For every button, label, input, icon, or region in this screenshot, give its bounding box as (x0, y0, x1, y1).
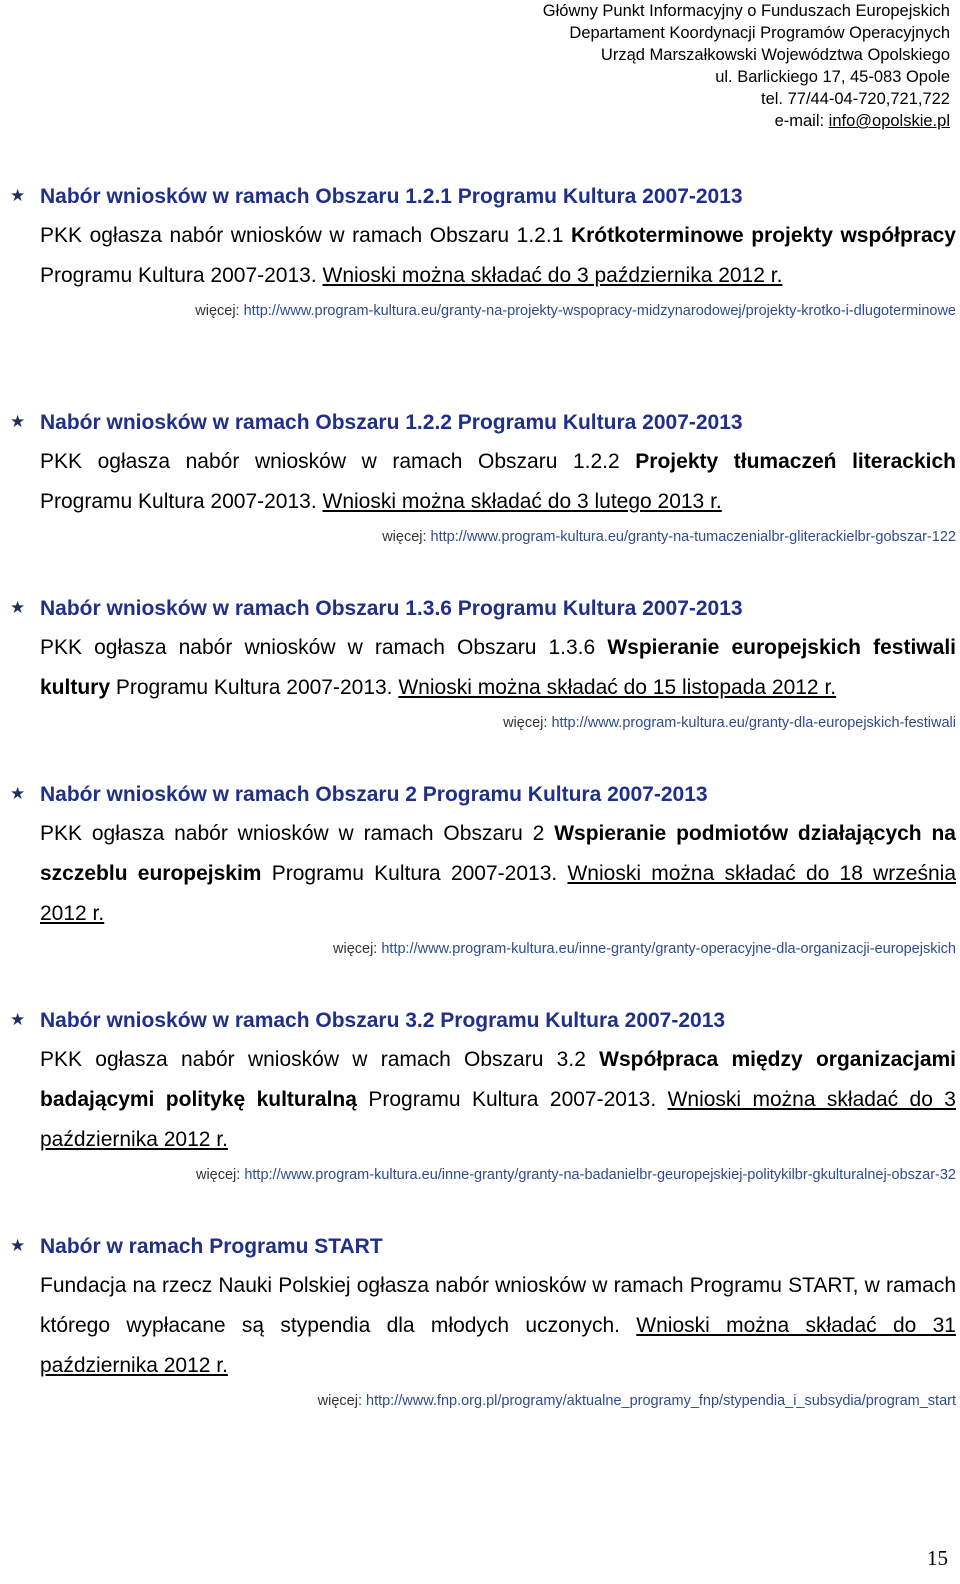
more-url-link[interactable]: http://www.program-kultura.eu/inne-granty/granty-operacyjne-dla-organizacji-europejskich (381, 941, 956, 957)
section-obszar-2 (10, 782, 956, 960)
more-info-row (10, 1164, 956, 1186)
description-rest: Programu Kultura 2007-2013. (110, 676, 399, 699)
section-title: Nabór w ramach Programu START (40, 1235, 383, 1258)
more-info-row (10, 526, 956, 548)
section-title: Nabór wniosków w ramach Obszaru 3.2 Programu Kultura 2007-2013 (40, 1009, 726, 1032)
star-bullet-icon: ★ (10, 784, 26, 804)
header-phone: tel. 77/44-04-720,721,722 (761, 90, 950, 108)
header-line-2: Departament Koordynacji Programów Operacyjnych (569, 24, 950, 42)
description-bold: Projekty tłumaczeń literackich (635, 450, 956, 473)
description-intro: Fundacja na rzecz Nauki Polskiej ogłasza nabór wniosków w ramach Programu START, w ramach którego wypłacane są stypendia dla młodych uczonych. (40, 1274, 956, 1337)
description-intro: PKK ogłasza nabór wniosków w ramach Obszaru 1.3.6 (40, 636, 608, 659)
description-rest: Programu Kultura 2007-2013. (40, 490, 323, 513)
description-rest: Programu Kultura 2007-2013. (356, 1088, 668, 1111)
deadline-link[interactable]: Wnioski można składać do 15 listopada 2012 r. (398, 676, 837, 699)
section-obszar-122 (10, 410, 956, 548)
page-number: 15 (927, 1546, 948, 1570)
description-bold: Wspieranie europejskich festiwali kultury (40, 636, 956, 699)
star-bullet-icon: ★ (10, 186, 26, 206)
description-intro: PKK ogłasza nabór wniosków w ramach Obszaru 1.2.1 (40, 224, 571, 247)
deadline-link[interactable]: Wnioski można składać do 3 października 2012 r. (40, 1088, 956, 1151)
section-obszar-121 (10, 184, 956, 322)
more-url-link[interactable]: http://www.program-kultura.eu/granty-na-projekty-wspopracy-midzynarodowej/projekty-krotko-i-dlugoterminowe (243, 303, 956, 319)
section-program-start (10, 1234, 956, 1412)
more-url-link[interactable]: http://www.program-kultura.eu/inne-granty/granty-na-badanielbr-geuropejskiej-politykilbr-gkulturalnej-obszar-32 (244, 1167, 956, 1183)
section-title: Nabór wniosków w ramach Obszaru 1.2.1 Programu Kultura 2007-2013 (40, 185, 743, 208)
header-address: ul. Barlickiego 17, 45-083 Opole (715, 68, 950, 86)
more-info-row (10, 1390, 956, 1412)
more-info-row (10, 300, 956, 322)
description-rest: Programu Kultura 2007-2013. (261, 862, 568, 885)
description-intro: PKK ogłasza nabór wniosków w ramach Obszaru 2 (40, 822, 555, 845)
more-label: więcej: (382, 529, 431, 545)
description-bold: Wspieranie podmiotów działających na szczeblu europejskim (40, 822, 956, 885)
more-label: więcej: (333, 941, 382, 957)
more-label: więcej: (195, 303, 244, 319)
description-bold: Krótkoterminowe projekty współpracy (570, 224, 956, 247)
section-title: Nabór wniosków w ramach Obszaru 1.2.2 Programu Kultura 2007-2013 (40, 411, 743, 434)
more-label: więcej: (195, 1167, 245, 1183)
section-description (40, 628, 956, 708)
deadline-link[interactable]: Wnioski można składać do 31 października 2012 r. (40, 1314, 956, 1377)
section-description (40, 814, 956, 934)
deadline-link[interactable]: Wnioski można składać do 18 września 2012 r. (40, 862, 957, 925)
more-label: więcej: (503, 715, 552, 731)
header-line-1: Główny Punkt Informacyjny o Funduszach Europejskich (542, 2, 950, 20)
section-title: Nabór wniosków w ramach Obszaru 2 Programu Kultura 2007-2013 (40, 783, 708, 806)
description-bold: Współpraca między organizacjami badającymi politykę kulturalną (40, 1048, 957, 1111)
star-bullet-icon: ★ (10, 1236, 26, 1256)
header-email-row (330, 110, 950, 132)
more-info-row (10, 712, 956, 734)
more-label: więcej: (317, 1393, 367, 1409)
section-title: Nabór wniosków w ramach Obszaru 1.3.6 Programu Kultura 2007-2013 (40, 597, 743, 620)
deadline-link[interactable]: Wnioski można składać do 3 października 2012 r. (322, 264, 783, 287)
description-rest: Programu Kultura 2007-2013. (40, 264, 323, 287)
section-description (40, 442, 956, 522)
section-description (40, 1266, 956, 1386)
email-label: e-mail: (774, 112, 829, 130)
header-line-3: Urząd Marszałkowski Województwa Opolskiego (600, 46, 950, 64)
more-url-link[interactable]: http://www.program-kultura.eu/granty-dla-europejskich-festiwali (551, 715, 956, 731)
star-bullet-icon: ★ (10, 412, 26, 432)
description-intro: PKK ogłasza nabór wniosków w ramach Obszaru 1.2.2 (40, 450, 636, 473)
email-link[interactable]: info@opolskie.pl (828, 112, 950, 130)
section-obszar-136 (10, 596, 956, 734)
more-url-link[interactable]: http://www.program-kultura.eu/granty-na-tumaczenialbr-gliterackielbr-gobszar-122 (430, 529, 956, 545)
star-bullet-icon: ★ (10, 1010, 26, 1030)
more-url-link[interactable]: http://www.fnp.org.pl/programy/aktualne_programy_fnp/stypendia_i_subsydia/program_start (366, 1393, 956, 1409)
section-description (40, 216, 956, 296)
section-obszar-32 (10, 1008, 956, 1186)
deadline-link[interactable]: Wnioski można składać do 3 lutego 2013 r. (322, 490, 722, 513)
more-info-row (10, 938, 956, 960)
header-contact-block (330, 0, 950, 132)
section-description (40, 1040, 956, 1160)
description-intro: PKK ogłasza nabór wniosków w ramach Obszaru 3.2 (40, 1048, 600, 1071)
star-bullet-icon: ★ (10, 598, 26, 618)
